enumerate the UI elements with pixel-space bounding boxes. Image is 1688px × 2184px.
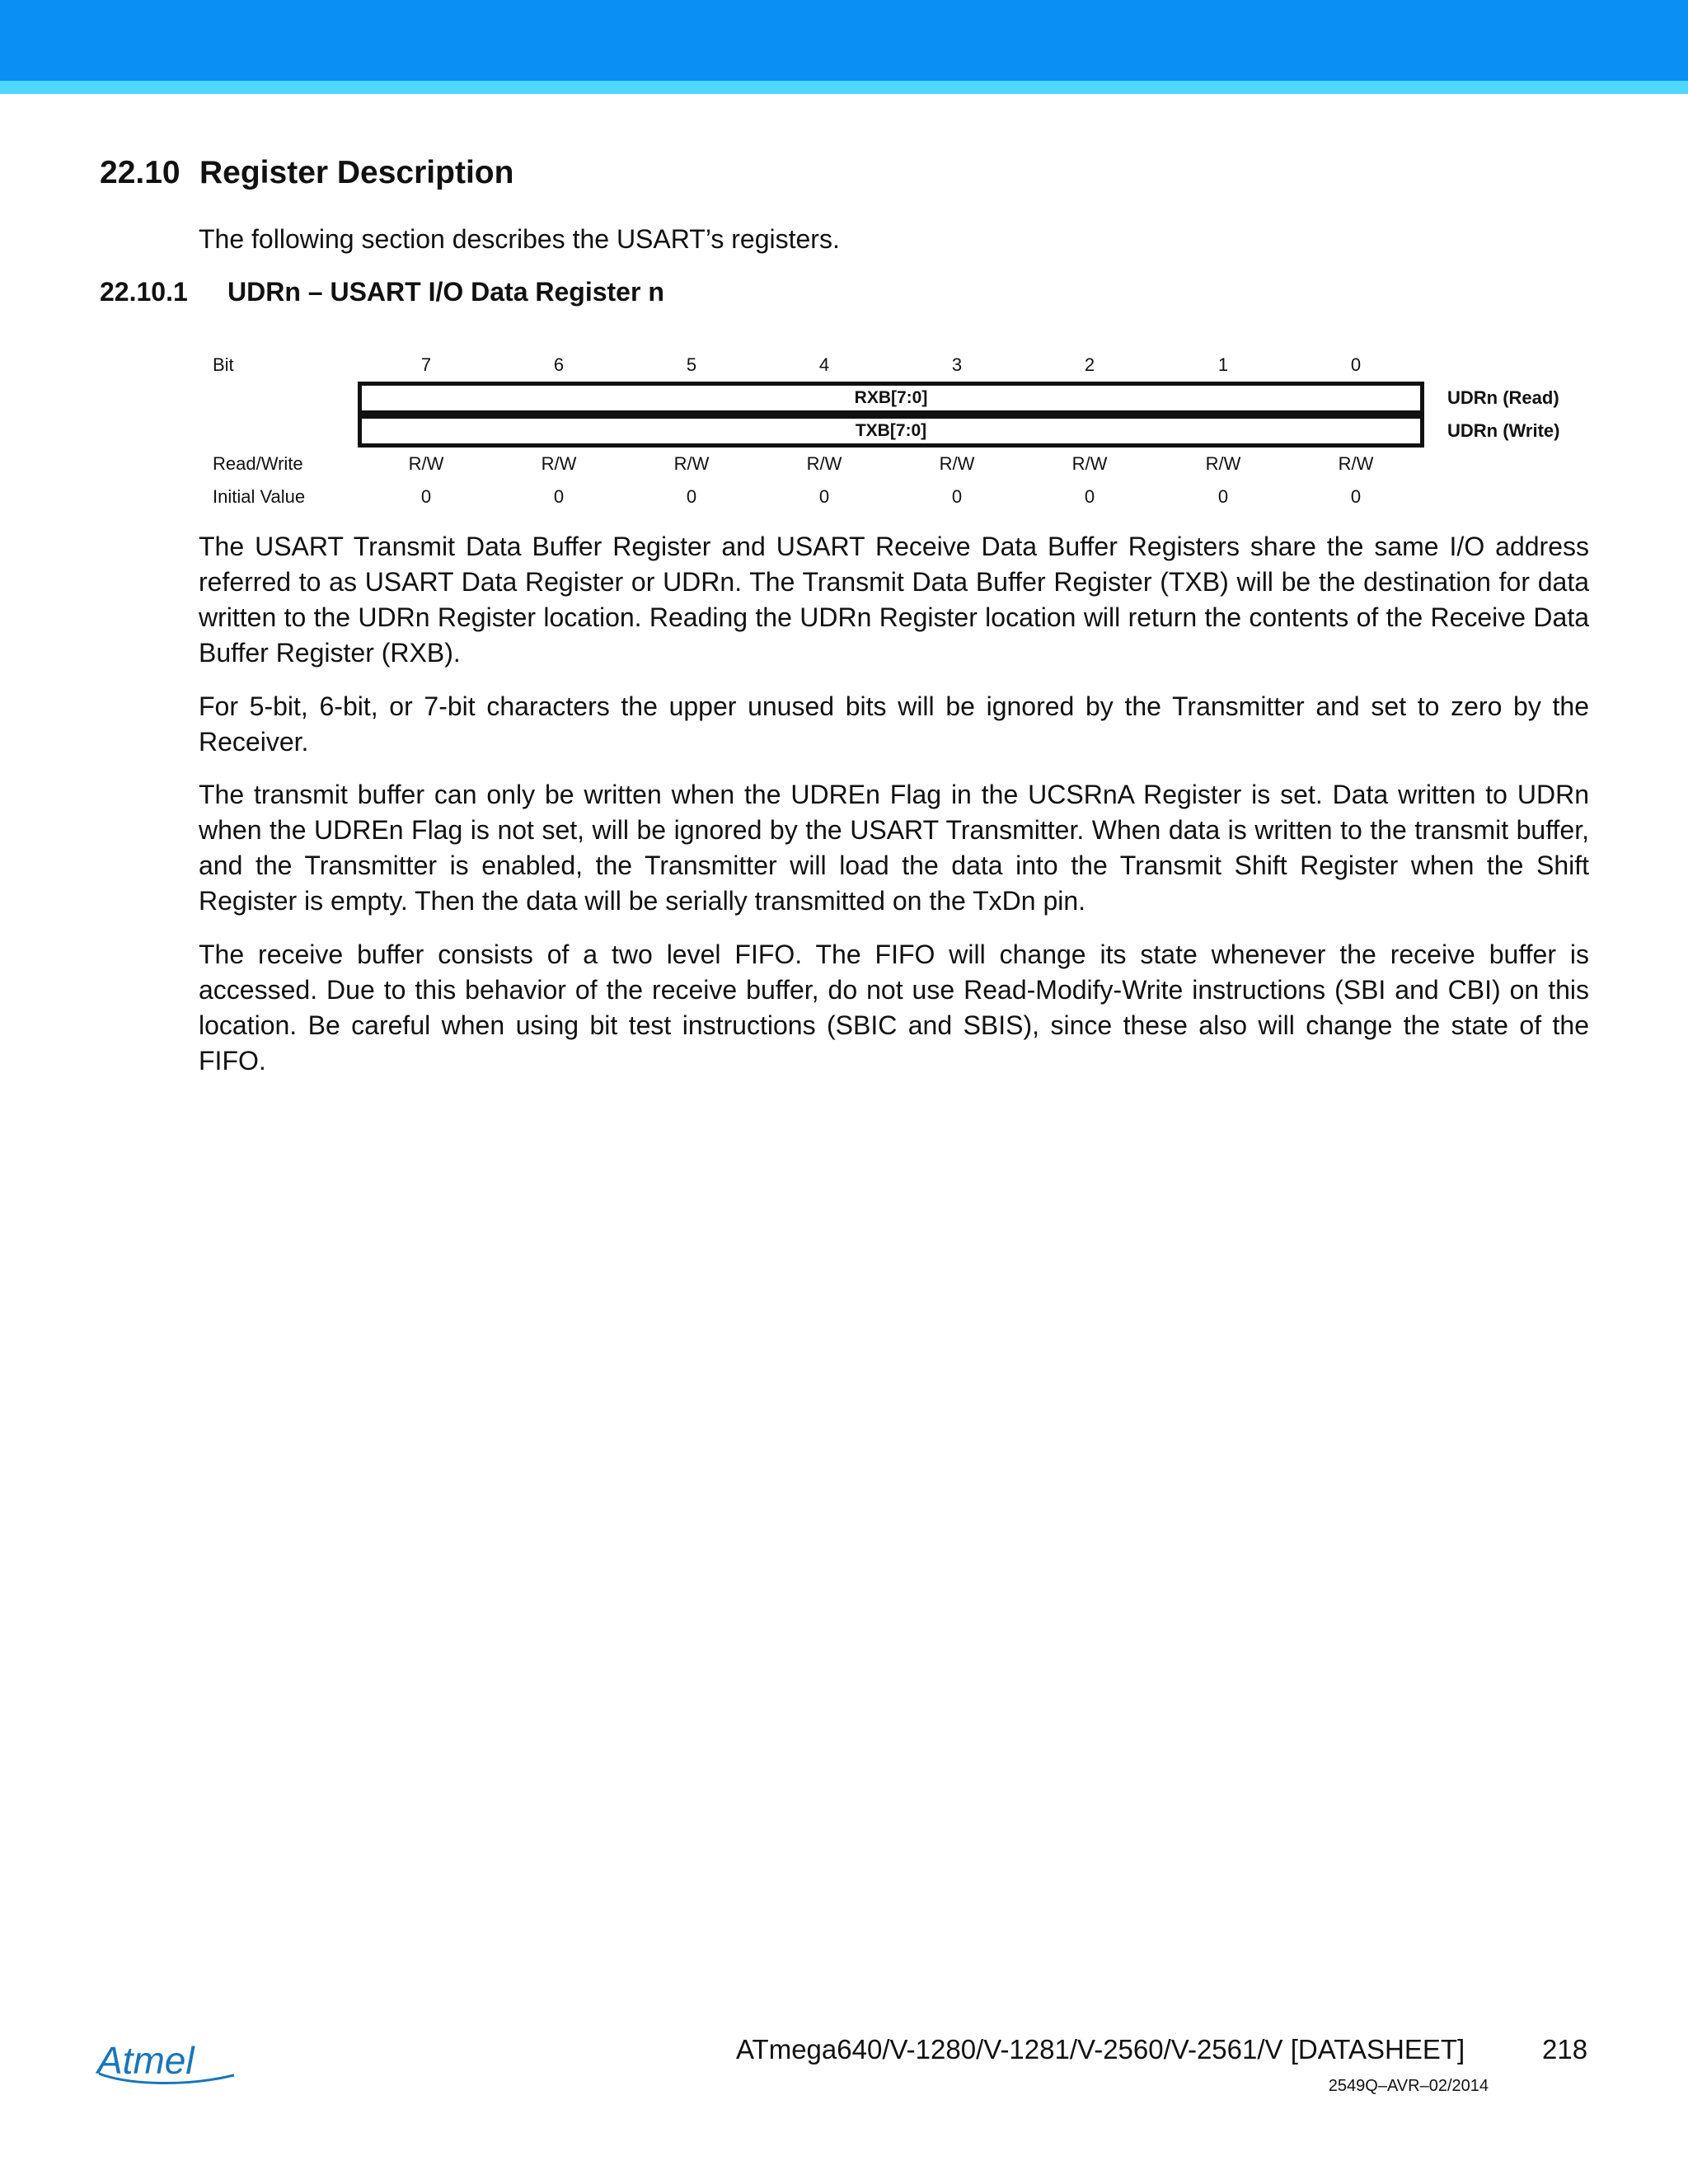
read-write-label: Read/Write bbox=[213, 453, 303, 474]
bit-number: 7 bbox=[420, 354, 432, 375]
subsection-title: UDRn – USART I/O Data Register n bbox=[227, 277, 664, 307]
header-stripe bbox=[0, 81, 1688, 94]
footer-title: ATmega640/V-1280/V-1281/V-2560/V-2561/V [DATASHEET] bbox=[736, 2034, 1465, 2064]
register-field-row bbox=[358, 382, 1424, 415]
field-txb: TXB[7:0] bbox=[855, 421, 927, 440]
section-number: 22.10 bbox=[100, 155, 181, 190]
section-heading bbox=[100, 155, 513, 191]
field-rxb: RXB[7:0] bbox=[854, 388, 928, 407]
register-name-read: UDRn (Read) bbox=[1447, 387, 1559, 408]
initial-value: 0 bbox=[1217, 486, 1229, 507]
access-value: R/W bbox=[939, 453, 975, 474]
section-title: Register Description bbox=[199, 155, 514, 190]
initial-value-label: Initial Value bbox=[213, 486, 306, 507]
bit-number: 4 bbox=[818, 354, 830, 375]
bit-number: 6 bbox=[553, 354, 565, 375]
register-field-row bbox=[358, 415, 1424, 448]
atmel-logo bbox=[96, 2041, 237, 2090]
page-number: 218 bbox=[1542, 2034, 1588, 2064]
svg-text:Atmel: Atmel bbox=[97, 2041, 195, 2082]
access-value: R/W bbox=[1338, 453, 1374, 474]
initial-value: 0 bbox=[686, 486, 697, 507]
subsection-heading bbox=[100, 277, 664, 307]
initial-value: 0 bbox=[420, 486, 432, 507]
bit-number: 5 bbox=[686, 354, 697, 375]
bit-number: 1 bbox=[1217, 354, 1229, 375]
bit-label: Bit bbox=[213, 354, 234, 375]
access-value: R/W bbox=[806, 453, 842, 474]
initial-value: 0 bbox=[951, 486, 963, 507]
document-code: 2549Q–AVR–02/2014 bbox=[1328, 2077, 1489, 2095]
section-intro: The following section describes the USART’s registers. bbox=[199, 224, 840, 254]
paragraph: For 5-bit, 6-bit, or 7-bit characters the upper unused bits will be ignored by the Transmitter and set to zero by the Receiver. bbox=[199, 691, 1589, 757]
paragraph: The receive buffer consists of a two level FIFO. The FIFO will change its state whenever the receive buffer is accessed. Due to this behavior of the receive buffer, do not use Read-Modify-Write instructions (SBI and CBI) on this location. Be careful when using bit test instructions (SBIC and SBIS), since these also will change the state of the FIFO. bbox=[199, 940, 1589, 1076]
access-value: R/W bbox=[1205, 453, 1241, 474]
initial-value: 0 bbox=[1084, 486, 1095, 507]
access-value: R/W bbox=[541, 453, 577, 474]
subsection-number: 22.10.1 bbox=[100, 277, 188, 307]
register-name-write: UDRn (Write) bbox=[1447, 420, 1560, 441]
bit-number: 0 bbox=[1350, 354, 1362, 375]
initial-value: 0 bbox=[818, 486, 830, 507]
paragraph: The USART Transmit Data Buffer Register and USART Receive Data Buffer Registers share the same I/O address referred to as USART Data Register or UDRn. The Transmit Data Buffer Register (TXB) will be the destination for data written to the UDRn Register location. Reading the UDRn Register location will return the contents of the Receive Data Buffer Register (RXB). bbox=[199, 532, 1589, 668]
paragraph: The transmit buffer can only be written when the UDREn Flag in the UCSRnA Register is set. Data written to UDRn when the UDREn Flag is not set, will be ignored by the USART Transmitter. When data is written to the transmit buffer, and the Transmitter is enabled, the Transmitter will load the data into the Transmit Shift Register when the Shift Register is empty. Then the data will be serially transmitted on the TxDn pin. bbox=[199, 780, 1589, 916]
header-bar bbox=[0, 0, 1688, 81]
bit-number: 3 bbox=[951, 354, 963, 375]
access-value: R/W bbox=[408, 453, 444, 474]
bit-number: 2 bbox=[1084, 354, 1095, 375]
access-value: R/W bbox=[1071, 453, 1108, 474]
initial-value: 0 bbox=[1350, 486, 1362, 507]
initial-value: 0 bbox=[553, 486, 565, 507]
access-value: R/W bbox=[673, 453, 710, 474]
